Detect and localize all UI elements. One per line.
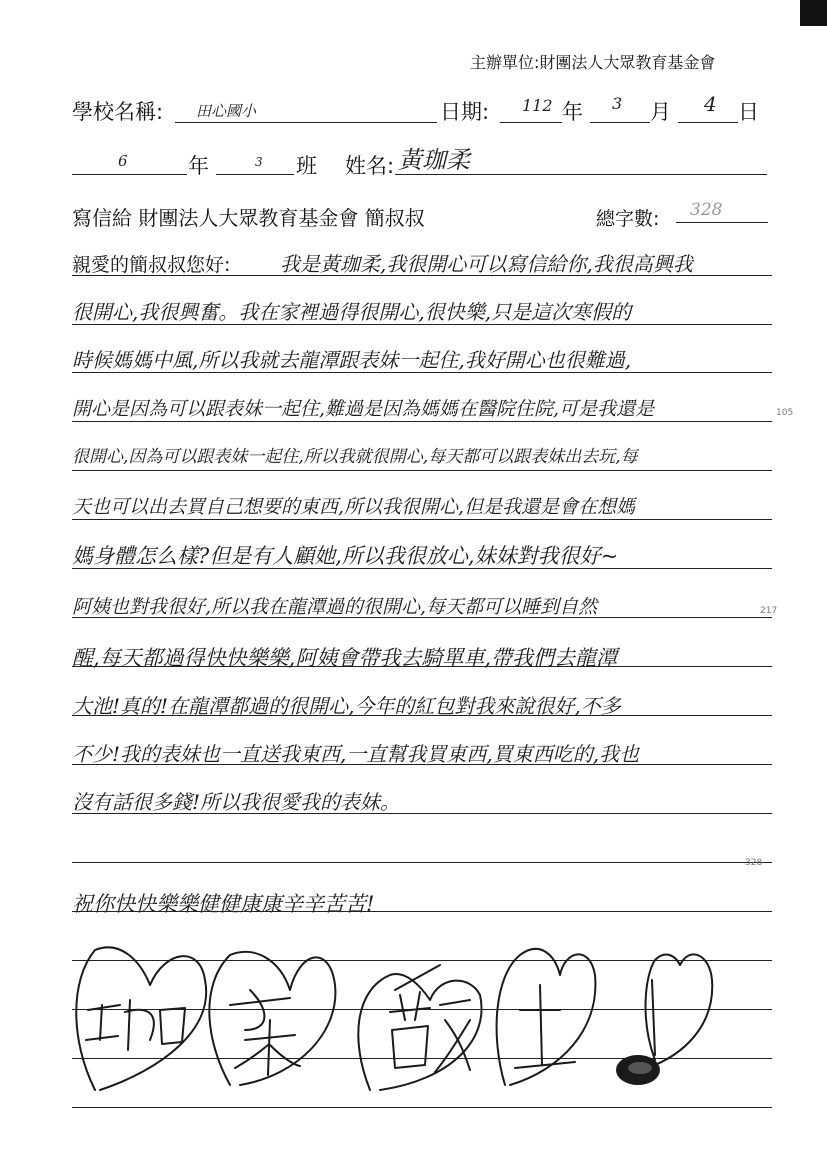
year-label: 年 (562, 100, 583, 124)
class-label: 班 (296, 154, 317, 178)
letter-line-9: 醒,每天都過得快快樂樂,阿姨會帶我去騎單車,帶我們去龍潭 (72, 646, 618, 670)
letter-line-6: 天也可以出去買自己想要的東西,所以我很開心,但是我還是會在想媽 (72, 496, 636, 518)
month-label: 月 (650, 100, 671, 124)
name-value: 黃珈柔 (398, 146, 470, 174)
letter-line-12: 沒有話很多錢!所以我很愛我的表妹。 (72, 790, 401, 814)
signature-char (515, 985, 575, 1068)
letter-line-2: 很開心,我很興奮。我在家裡過得很開心,很快樂,只是這次寒假的 (72, 300, 632, 324)
school-value: 田心國小 (196, 102, 257, 120)
signature-char (230, 990, 300, 1075)
closing-line: 祝你快快樂樂健健康康辛辛苦苦! (72, 892, 375, 916)
margin-count-1: 105 (776, 408, 794, 418)
letter-line-8: 阿姨也對我很好,所以我在龍潭過的很開心,每天都可以睡到自然 (72, 596, 598, 618)
margin-count-2: 217 (760, 606, 778, 616)
letter-line-3: 時候媽媽中風,所以我就去龍潭跟表妹一起住,我好開心也很難過, (72, 348, 632, 372)
heart-doodle (209, 952, 335, 1085)
wordcount-value: 328 (690, 200, 723, 220)
letter-line-11: 不少!我的表妹也一直送我東西,一直幫我買東西,買東西吃的,我也 (72, 742, 640, 766)
grade-label: 年 (188, 154, 209, 178)
organizer-label: 主辦單位:財團法人大眾教育基金會 (470, 53, 716, 72)
salutation: 親愛的簡叔叔您好: (72, 254, 231, 276)
wordcount-label: 總字數: (596, 208, 660, 230)
grade-value: 6 (118, 152, 128, 170)
letter-line-10: 大池!真的!在龍潭都過的很開心,今年的紅包對我來說很好,不多 (72, 694, 621, 718)
date-year: 112 (522, 96, 553, 115)
signature-char (86, 1000, 185, 1050)
name-label: 姓名: (345, 154, 395, 178)
school-label: 學校名稱: (72, 100, 164, 124)
recipient-label: 寫信給 財團法人大眾教育基金會 簡叔叔 (72, 206, 425, 230)
margin-count-3: 328 (745, 858, 763, 868)
letter-line-4: 開心是因為可以跟表妹一起住,難過是因為媽媽在醫院住院,可是我還是 (72, 398, 655, 420)
date-month: 3 (612, 94, 623, 113)
class-value: 3 (255, 155, 263, 169)
date-label: 日期: (440, 100, 490, 124)
signature-char (652, 980, 655, 1055)
letter-line-1: 我是黃珈柔,我很開心可以寫信給你,我很高興我 (280, 252, 693, 276)
date-day: 4 (704, 92, 717, 116)
heart-doodle (76, 947, 206, 1090)
letter-line-5: 很開心,因為可以跟表妹一起住,所以我就很開心,每天都可以跟表妹出去玩,每 (72, 447, 638, 467)
day-label: 日 (738, 100, 759, 124)
letter-line-7: 媽身體怎么樣?但是有人顧她,所以我很放心,妹妹對我很好~ (72, 544, 619, 568)
